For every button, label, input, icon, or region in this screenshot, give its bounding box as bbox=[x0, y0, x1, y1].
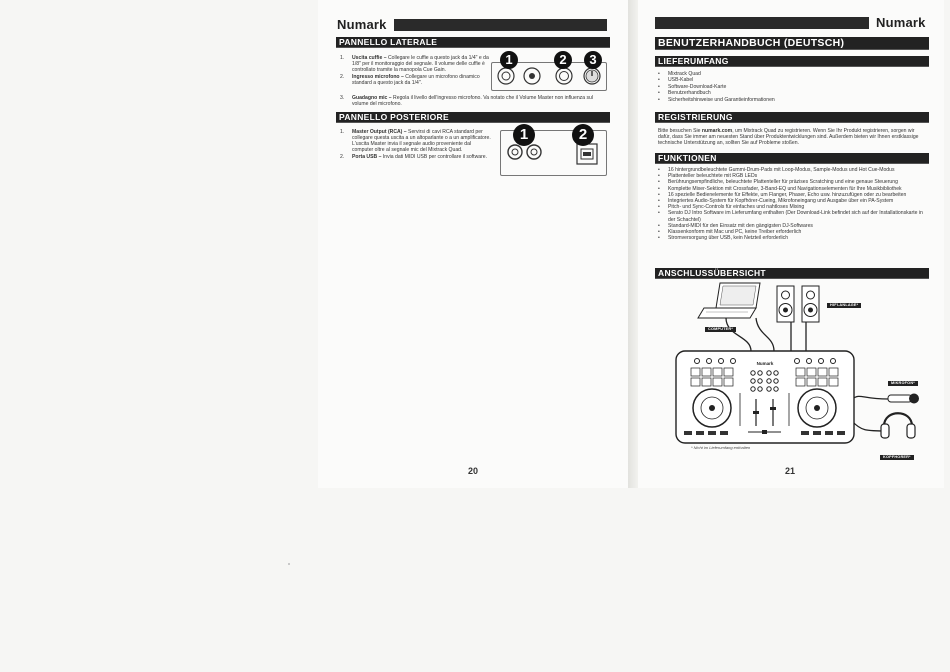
list-item: • USB-Kabel bbox=[658, 77, 694, 84]
list-item: • Klassenkonform mit Mac und PC, keine Treiber erforderlich bbox=[658, 229, 802, 236]
manual-title: BENUTZERHANDBUCH (DEUTSCH) bbox=[655, 37, 929, 50]
left-page bbox=[318, 0, 629, 488]
label-computer: COMPUTER* bbox=[705, 327, 736, 332]
pannello-posteriore-list bbox=[340, 129, 492, 160]
section-heading-funktionen: FUNKTIONEN bbox=[655, 153, 929, 164]
lieferumfang-list bbox=[658, 71, 926, 103]
list-item: • Komplette Mixer-Sektion mit Crossfader, 3-Band-EQ und Navigationselementen für Ihre Musikbibliothek bbox=[658, 185, 902, 192]
laptop-icon bbox=[698, 283, 760, 318]
pannello-laterale-list bbox=[340, 55, 490, 86]
list-item: 2. Porta USB – Invia dati MIDI USB per controllare il software. bbox=[340, 153, 488, 160]
list-item: • Pitch- und Sync-Controls für einfaches und nahtloses Mixing bbox=[658, 204, 805, 211]
dj-controller-illustration bbox=[676, 351, 854, 443]
list-item: • Mixtrack Quad bbox=[658, 71, 701, 77]
list-item: 3. Guadagno mic – Regola il livello dell'ingresso microfono. Va notato che il Volume Master non influenza sul volume del microfono. bbox=[340, 95, 593, 108]
registration-link[interactable]: numark.com bbox=[701, 128, 733, 134]
microphone-icon bbox=[888, 394, 919, 404]
list-item: • Software-Download-Karte bbox=[658, 83, 727, 90]
list-item: 1. Uscita cuffie – Collegare le cuffie a questo jack da 1/4" e da 1/8" per il monitoraggio del segnale. Il volume delle cuffie è controllato tramite la manopola Cue Gain. bbox=[340, 55, 489, 74]
page-number: 20 bbox=[468, 466, 479, 476]
section-heading-pannello-posteriore: PANNELLO POSTERIORE bbox=[336, 112, 610, 123]
list-item: • Serato DJ Intro Software im Lieferumfang enthalten (Der Download-Link befindet sich auf der Installationskarte in der Schachtel) bbox=[658, 210, 923, 223]
list-item: 2. Ingresso microfono – Collegare un microfono dinamico standard a questo jack da 1/4". bbox=[340, 73, 480, 86]
callout-badge-3: 3 bbox=[584, 51, 602, 69]
brand-logo: Numark bbox=[337, 17, 387, 32]
list-item: • Benutzerhandbuch bbox=[658, 90, 711, 97]
list-item: • Integriertes Audio-System für Kopfhörer-Cueing, Mikrofoneingang und Ausgabe über ein PA-System bbox=[658, 198, 894, 205]
page-number: 21 bbox=[785, 466, 796, 476]
list-item: • 16 spezielle Bedienelemente für Effekte, um Flanger, Phaser, Echo usw. hinzuzufügen oder zu bearbeiten bbox=[658, 191, 907, 198]
connection-diagram bbox=[656, 281, 926, 456]
callout-badge-2: 2 bbox=[572, 124, 594, 146]
right-page bbox=[638, 0, 944, 488]
headphones-icon bbox=[881, 413, 915, 438]
controller-brand: Numark bbox=[756, 361, 774, 366]
list-item: • 16 hintergrundbeleuchtete Gummi-Drum-Pads mit Loop-Modus, Sample-Modus und Hot Cue-Modus bbox=[658, 167, 895, 173]
list-item: 1. Master Output (RCA) – Servirsi di cavi RCA standard per collegare questa uscita a un altoparlante o a un amplificatore. L'uscita Master invia il segnale audio proveniente dal computer oltre al segnale mic del Mixtrack Quad. bbox=[340, 129, 491, 154]
list-item: • Berührungsempfindliche, beleuchtete Plattenteller für präzises Scratching und eine genaue Steuerung bbox=[658, 179, 898, 186]
funktionen-list bbox=[658, 167, 928, 241]
pannello-laterale-item-3 bbox=[340, 95, 610, 108]
label-mikrofon: MIKROFON* bbox=[888, 381, 918, 386]
speaker-icon bbox=[802, 286, 819, 322]
label-kopfhoerer: KOPFHÖRER* bbox=[880, 455, 914, 460]
speaker-icon bbox=[777, 286, 794, 322]
callout-badge-1: 1 bbox=[500, 51, 518, 69]
paper-speck bbox=[288, 563, 290, 565]
brand-logo: Numark bbox=[876, 15, 926, 30]
registrierung-paragraph: Bitte besuchen Sie numark.com, um Mixtrack Quad zu registrieren. Wenn Sie Ihr Produkt registrieren, sorgen wir dafür, dass Sie immer am neuesten Stand über Produktentwicklungen sind. Außerdem bieten wir Ihnen erstklassige technische Unterstützung an, sollten Sie auf Probleme stoßen. bbox=[658, 128, 919, 147]
section-heading-pannello-laterale: PANNELLO LATERALE bbox=[336, 37, 610, 48]
list-item: • Plattenteller beleuchtete mit RGB LEDs bbox=[658, 173, 758, 180]
callout-badge-2: 2 bbox=[554, 51, 572, 69]
section-heading-anschlussuebersicht: ANSCHLUSSÜBERSICHT bbox=[655, 268, 929, 279]
callout-badge-1: 1 bbox=[513, 124, 535, 146]
list-item: • Sicherheitshinweise und Garantieinformationen bbox=[658, 96, 775, 103]
label-hifi-anlage: HIFI-ANLAGE* bbox=[827, 303, 861, 308]
book-gutter bbox=[628, 0, 638, 488]
section-heading-lieferumfang: LIEFERUMFANG bbox=[655, 56, 929, 67]
list-item: • Stromversorgung über USB, kein Netzteil erforderlich bbox=[658, 235, 789, 242]
diagram-footnote: * Nicht im Lieferumfang enthalten bbox=[691, 445, 751, 450]
list-item: • Standard-MIDI für den Einsatz mit den gängigsten DJ-Softwares bbox=[658, 222, 813, 229]
section-heading-registrierung: REGISTRIERUNG bbox=[655, 112, 929, 123]
